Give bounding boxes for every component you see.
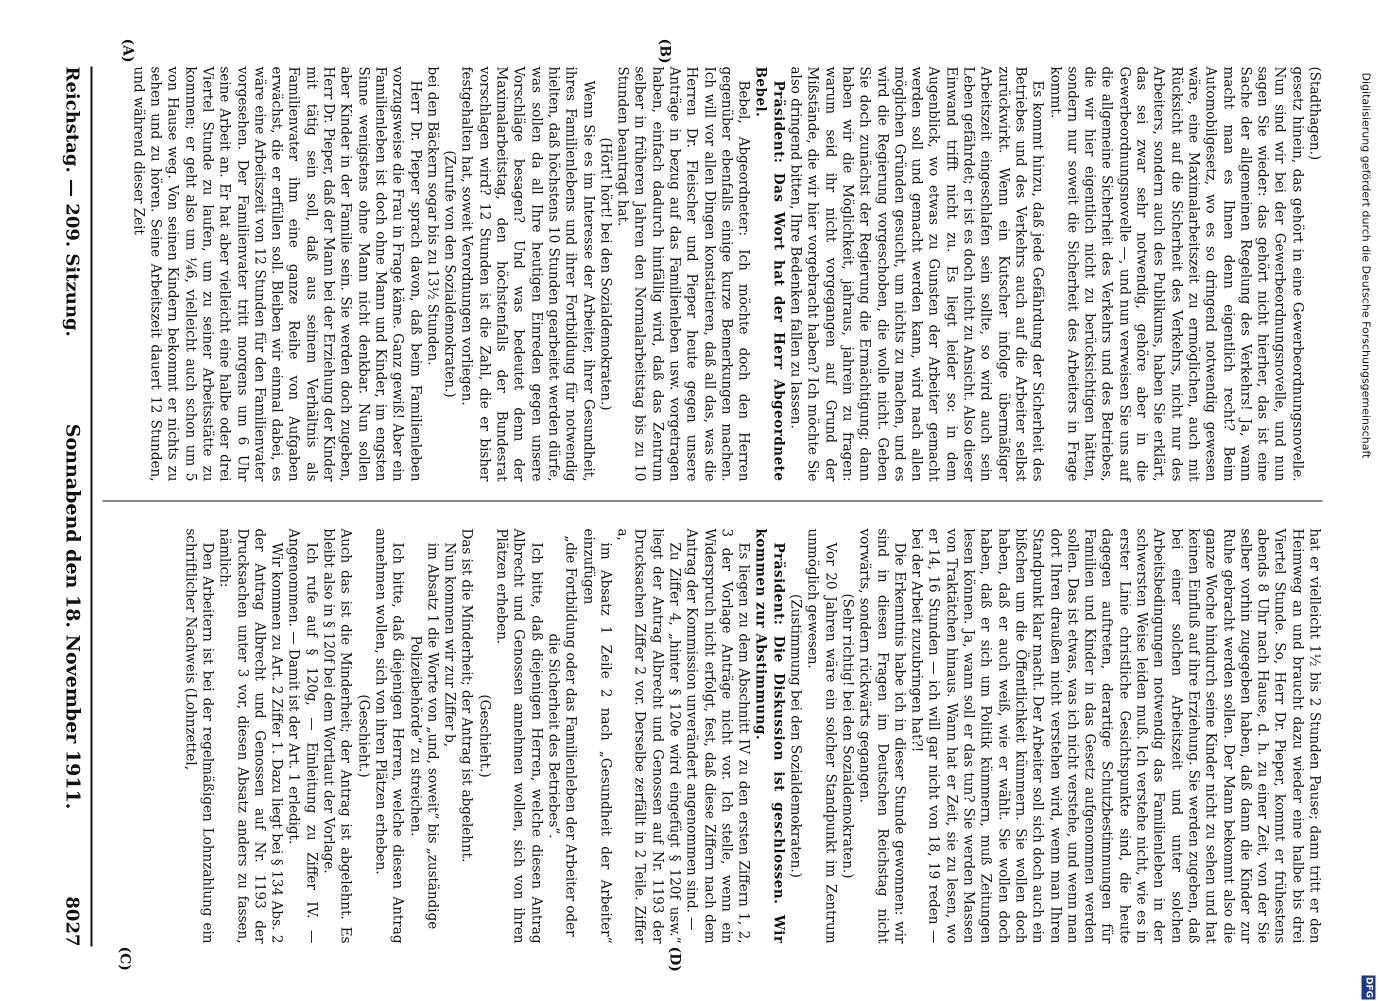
- page-number: 8027: [62, 896, 83, 947]
- margin-marker-b: (B): [656, 38, 673, 64]
- margin-marker-c: (C): [116, 946, 133, 971]
- paragraph: Die Erkenntnis habe ich in dieser Stunde gewonnen: wir sind in diesen Fragen im Deutschen Reichstag nicht vorwärts, sondern rückwärts gegangen.: [856, 528, 908, 944]
- paragraph: Ich rufe auf § 120g, — Einleitung zu Ziffer IV. — Angenommen. — Damit ist der Art. 1 erledigt.: [285, 528, 320, 944]
- paragraph: Nun kommen wir zur Ziffer b,: [441, 542, 458, 748]
- paragraph: hat er vielleicht 1½ bis 2 Stunden Pause; dann tritt er den Heimweg an und braucht dazu wieder eine halbe bis drei Viertel Stunde. So, Herr Dr. Pieper, kommt er frühestens abends 8 Uhr nach Hause, d. h. zu einer Zeit, von der Sie selber vorhin zugegeben haben, daß dann die Kinder zur Ruhe gebracht werden sollen. Der Mann bekommt also die ganze Woche hindurch seine Kinder nicht zu sehen und hat keinen Einfluß auf ihre Erziehung. Sie werden zugeben, daß bei einer solchen Arbeitszeit und unter solchen Arbeitsbedingungen notwendig das Familienleben in der schwersten Weise leiden muß. Ich verstehe nicht, wie es in erster Linie christliche Gesichtspunkte sind, die heute dagegen auftreten, derartige Schutzbestimmungen für Familien und Kinder in das Gesetz aufgenommen werden sollen. Das ist etwas, was ich nicht verstehe, und wenn man dort Ihren draußen nicht verstehen wird, wenn man Ihren Standpunkt klar macht. Der Arbeiter soll sich doch auch ein bißchen um die Öffentlichkeit kümmern. Sie wollen doch haben, daß er auch weiß, wie er wählt. Sie wollen doch haben, daß er sich um Politik kümmern, muß Zeitungen lesen können. Ja, wann soll er das tun? Sie werden Massen von Traktätchen hinaus. Wann hat er Zeit, sie zu lesen, wo er 14, 16 Stunden — ich will gar nicht von 18, 19 reden — bei der Arbeit zuzubringen hat?!: [908, 528, 1323, 944]
- paragraph: bei den Bäckern sogar bis zu 13½ Stunden.: [424, 66, 441, 366]
- president-line: Präsident: Die Diskussion ist geschlossen. Wir kommen zur Abstimmung.: [753, 528, 787, 944]
- margin-marker-a: (A): [119, 38, 136, 63]
- paragraph: Ich bitte, daß diejenigen Herren, welche diesen Antrag Albrecht und Genossen annehmen wollen, sich von ihren Plätzen erheben.: [493, 528, 545, 944]
- left-column: [103, 67, 1323, 482]
- header-left: Reichstag. — 209. Sitzung.: [62, 66, 83, 337]
- interjection: (Hört! hört! bei den Sozialdemokraten.): [597, 137, 614, 411]
- quote: im Absatz 1 Zeile 2 nach „Gesundheit der Arbeiter“ einzufügen: [580, 528, 614, 944]
- paragraph: Es liegen zu dem Abschnitt IV zu den ersten Ziffern 1, 2, 3 der Vorlage Anträge nicht vor. Ich stelle, wenn ein Widerspruch nicht erfolgt, fest, daß diese Ziffern nach dem Antrag der Kommission unverändert angenommen sind. —: [683, 528, 752, 944]
- page-header: [57, 67, 93, 947]
- interjection: (Sehr richtig! bei den Sozialdemokraten.): [839, 593, 856, 879]
- president-line: Präsident: Das Wort hat der Herr Abgeordnete Bebel.: [753, 66, 787, 482]
- digitization-credit: Digitalisierung gefördert durch die Deutsche Forschungsgemeinschaft: [1359, 72, 1373, 459]
- header-date: Sonnabend den 18. November 1911.: [61, 423, 84, 810]
- interjection: (Geschieht.): [355, 694, 372, 778]
- dfg-logo: DFG: [1363, 976, 1374, 998]
- paragraph: Zu Ziffer 4, „hinter § 120e wird eingefügt § 120f usw.“ liegt der Antrag Albrecht und Genossen auf Nr. 1193 der Drucksachen Ziffer 2 vor. Derselbe zerfällt in 2 Teile. Ziffer a,: [614, 528, 683, 944]
- margin-marker-d: (D): [666, 946, 683, 972]
- paragraph: Ich bitte, daß diejenigen Herren, welche diesen Antrag annehmen wollen, sich von ihren Plätzen erheben.: [372, 528, 406, 944]
- document-page: [0, 1, 1383, 1001]
- interjection: (Zurufe von den Sozialdemokraten.): [441, 150, 458, 398]
- paragraph: Herr Dr. Pieper sprach davon, daß beim Familienleben vorzugsweise die Frau in Frage käme. Ganz gewiß! Aber ein Familienleben ist doch ohne Mann und Kinder, im engsten Sinne wenigstens ohne Mann nicht denkbar. Nun sollen aber Kinder in der Familie sein. Sie werden doch zugeben, Herr Dr. Pieper, daß der Mann bei der Erziehung der Kinder mit tätig sein soll, daß aus seinem Verhältnis als Familienvater ihm eine ganze Reihe von Aufgaben erwächst, die er erfüllen soll. Bleiben wir einmal dabei, es wäre eine Arbeitszeit von 12 Stunden für den Familienvater vorgesehen. Der Familienvater tritt morgens um 6 Uhr seine Arbeit an. Er hat aber vielleicht eine halbe oder drei Viertel Stunde zu laufen, um zu seiner Arbeitsstätte zu kommen; er geht also um ¼6, vielleicht auch schon um 5 von Hause weg. Von seinen Kindern bekommt er nichts zu sehen und zu hören. Seine Arbeitszeit dauert 12 Stunden, und während dieser Zeit: [130, 66, 424, 482]
- quote: „die Fortbildung oder das Familienleben der Arbeiter oder die Sicherheit des Betriebes“.: [545, 535, 579, 937]
- paragraph: Wenn Sie es im Interesse der Arbeiter, ihrer Gesundheit, ihres Familienlebens und ihrer Fortbildung für notwendig hielten, daß höchstens 10 Stunden gearbeitet werden dürfe, was sollen da all Ihre heutigen Einreden gegen unsere Vorschläge besagen? Und was bedeutet denn der Maximalarbeitstag, den höchstenfalls der Bundesrat vorschlagen wird? 12 Stunden ist die Zahl, die er bisher festgehalten hat, soweit Verordnungen vorliegen.: [458, 66, 597, 482]
- paragraph: Vor 20 Jahren wäre ein solcher Standpunkt im Zentrum unmöglich gewesen.: [804, 528, 839, 944]
- paragraph: Es kommt hinzu, daß jede Gefährdung der Sicherheit des Betriebes und des Verkehrs auch auf die Arbeiter selbst zurückwirkt. Wenn ein Kutscher infolge übermäßiger Arbeitszeit eingeschlafen sein sollte, so wird auch sein Leben gefährdet; er ist es doch nicht zu Ansicht. Also dieser Einwand trifft nicht zu. Es liegt leider so: in dem Augenblick, wo etwas zu Gunsten der Arbeiter gemacht werden soll und gemacht werden kann, wird nach allen möglichen Gründen gesucht, um nichts zu machen, und es wird die Regierung vorgeschoben, die wolle nicht. Geben Sie doch zunächst der Regierung die Ermächtigung; dann haben wir die Möglichkeit, jahraus, jahrein zu fragen: warum seid ihr nicht vorgegangen auf Grund der Mißstände, die wir hier vorgebracht haben? Ich möchte Sie also dringend bitten, Ihre Bedenken fallen zu lassen.: [787, 66, 1046, 482]
- paragraph: Auch das ist die Minderheit; der Antrag ist abgelehnt. Es bleibt also in § 120f bei dem Wortlaut der Vorlage.: [320, 528, 354, 944]
- interjection: (Zustimmung bei den Sozialdemokraten.): [787, 594, 804, 878]
- interjection: (Geschieht.): [476, 694, 493, 778]
- paragraph: Bebel, Abgeordneter: Ich möchte doch den Herren gegenüber ebenfalls einige kurze Bemerkungen machen. Ich will vor allen Dingen konstatieren, daß all das, was die Herren Dr. Fleischer und Pieper heute gegen unsere Anträge in bezug auf das Familienleben usw. vorgetragen haben, einfach dadurch hinfällig wird, daß das Zentrum selber in früheren Jahren den Normalarbeitstag bis zu 10 Stunden beantragt hat.: [614, 66, 752, 482]
- paragraph: Das ist die Minderheit; der Antrag ist abgelehnt.: [458, 528, 475, 863]
- quote: Den Arbeitern ist bei der regelmäßigen Lohnzahlung ein schriftlicher Nachweis (Lohnzettel,: [182, 528, 216, 944]
- column-divider: [103, 501, 1323, 502]
- paragraph: gesetz hinein, das gehört in eine Gewerbeordnungsnovelle. Nun sind wir bei der Gewerbeordnungsnovelle, und nun sagen Sie wieder: das gehört nicht hierher, das ist eine Sache der allgemeinen Regelung des Verkehrs! Ja, wann macht man es Ihnen denn eigentlich recht? Beim Automobilgesetz, wo es so dringend notwendig gewesen wäre, eine Maximalarbeitszeit zu ermöglichen, auch mit Rücksicht auf die Sicherheit des Verkehrs, nicht nur des Arbeiters, sondern auch des Publikums, haben Sie erklärt, das sei zwar sehr notwendig, gehöre aber in die Gewerbeordnungsnovelle —, und nun verweisen Sie uns auf die allgemeine Sicherheit des Verkehrs und des Betriebes, die wir hier eigentlich nicht zu berücksichtigen hätten, sondern nur soweit die Sicherheit des Arbeiters in Frage kommt.: [1047, 66, 1306, 482]
- quote: im Absatz 1 die Worte von „und, soweit“ bis „zuständige Polizeibehörde“ zu streichen.: [407, 542, 441, 930]
- right-column: [103, 529, 1323, 944]
- paragraph: Wir kommen zu Art. 2 Ziffer 1. Dazu liegt bei § 134 Abs. 2 der Antrag Albrecht und Genossen auf Nr. 1193 der Drucksachen unter 3 vor, diesen Absatz anders zu fassen, nämlich:: [216, 528, 285, 944]
- speaker-tag: (Stadthagen.): [1306, 66, 1323, 161]
